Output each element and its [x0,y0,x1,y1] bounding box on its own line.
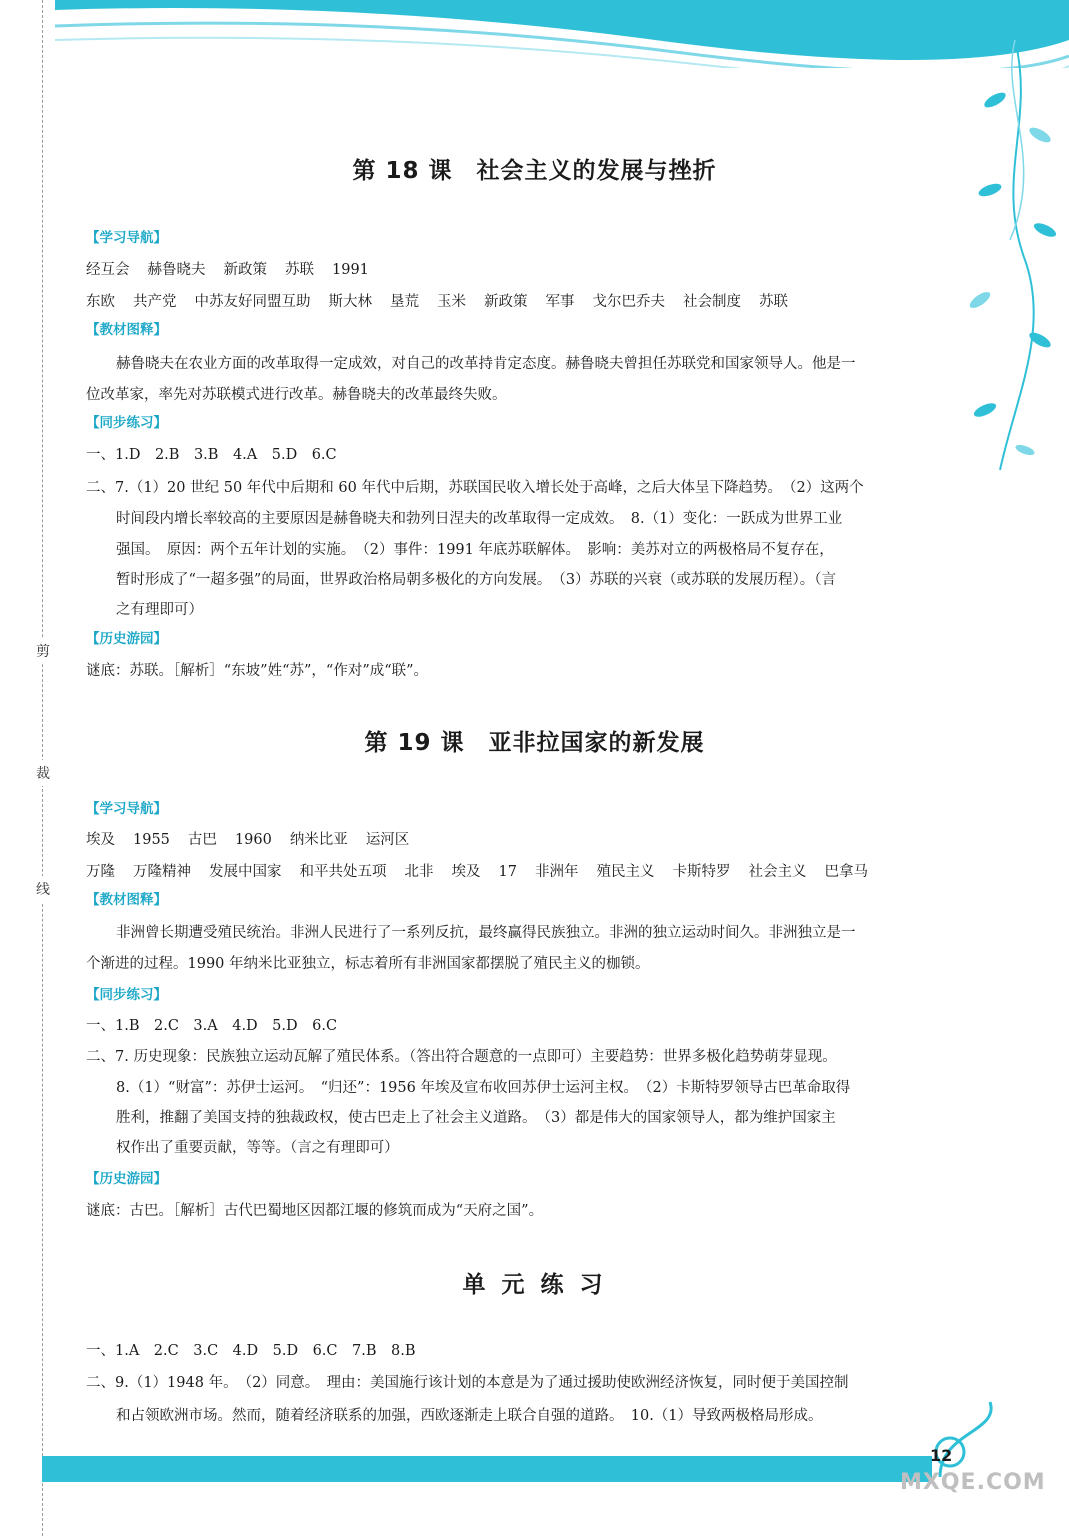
unit-title: 单 元 练 习 [462,1272,607,1298]
lesson18-practice-2e: 之有理即可） [116,602,203,618]
lesson18-practice-2d: 暂时形成了“一超多强”的局面，世界政治格局朝多极化的方向发展。 （3）苏联的兴衰（或苏联的发展历程）。（言 [116,572,837,588]
lesson19-figure-p1: 非洲曾长期遭受殖民统治。非洲人民进行了一系列反抗，最终赢得民族独立。非洲的独立运动时间久。非洲独立是一 [116,925,856,941]
lesson18-practice-2a: 二、7.（1）20 世纪 50 年代中后期和 60 年代中后期，苏联国民收入增长处于高峰，之后大体呈下降趋势。 （2）这两个 [86,480,864,496]
lesson19-practice-1: 一、1.B 2.C 3.A 4.D 5.D 6.C [86,1018,338,1034]
cut-mark-2: 裁 [32,760,54,786]
unit-line1: 一、1.A 2.C 3.C 4.D 5.D 6.C 7.B 8.B [86,1343,416,1359]
lesson18-guide-line1: 经互会 赫鲁晓夫 新政策 苏联 1991 [86,262,369,278]
watermark: MXQE.COM [900,1470,1046,1495]
page-number: 12 [930,1446,953,1465]
lesson18-title: 第 18 课 社会主义的发展与挫折 [352,158,717,184]
vine-decoration [955,40,1065,480]
lesson18-practice-tag: 【同步练习】 [86,415,167,431]
lesson18-figure-p2: 位改革家，率先对苏联模式进行改革。赫鲁晓夫的改革最终失败。 [86,387,507,403]
lesson19-guide-tag: 【学习导航】 [86,801,167,817]
lesson19-figure-tag: 【教材图释】 [86,892,167,908]
lesson19-practice-2c: 胜利，推翻了美国支持的独裁政权，使古巴走上了社会主义道路。 （3）都是伟大的国家领导人，都为维护国家主 [116,1110,836,1126]
lesson19-practice-2d: 权作出了重要贡献，等等。（言之有理即可） [116,1140,399,1156]
cut-mark-1: 剪 [32,638,54,664]
lesson18-garden-text: 谜底：苏联。［解析］“东坡”姓“苏”，“作对”成“联”。 [86,663,429,679]
lesson18-guide-tag: 【学习导航】 [86,230,167,246]
lesson18-figure-p1: 赫鲁晓夫在农业方面的改革取得一定成效，对自己的改革持肯定态度。赫鲁晓夫曾担任苏联党和国家领导人。他是一 [116,356,856,372]
cut-mark-3: 线 [32,876,54,902]
lesson18-practice-2c: 强国。 原因：两个五年计划的实施。 （2）事件：1991 年底苏联解体。 影响：美苏对立的两极格局不复存在， [116,542,834,558]
lesson19-practice-tag: 【同步练习】 [86,987,167,1003]
lesson19-practice-2a: 二、7. 历史现象：民族独立运动瓦解了殖民体系。（答出符合题意的一点即可）主要趋势：世界多极化趋势萌芽显现。 [86,1049,837,1065]
lesson19-garden-tag: 【历史游园】 [86,1171,167,1187]
top-banner [55,0,1069,68]
lesson19-practice-2b: 8.（1）“财富”：苏伊士运河。 “归还”：1956 年埃及宣布收回苏伊士运河主权。 （2）卡斯特罗领导古巴革命取得 [116,1080,851,1096]
unit-line2a: 二、9.（1）1948 年。 （2）同意。 理由：美国施行该计划的本意是为了通过援助使欧洲经济恢复，同时便于美国控制 [86,1375,849,1391]
lesson19-garden-text: 谜底：古巴。［解析］古代巴蜀地区因都江堰的修筑而成为“天府之国”。 [86,1203,544,1219]
swirl-decoration [930,1392,1010,1482]
lesson18-garden-tag: 【历史游园】 [86,631,167,647]
lesson19-figure-p2: 个渐进的过程。1990 年纳米比亚独立，标志着所有非洲国家都摆脱了殖民主义的枷锁。 [86,956,650,972]
lesson18-practice-2b: 时间段内增长率较高的主要原因是赫鲁晓夫和勃列日涅夫的改革取得一定成效。 8.（1）变化：一跃成为世界工业 [116,511,843,527]
bottom-bar [42,1456,932,1482]
unit-line2b: 和占领欧洲市场。然而，随着经济联系的加强，西欧逐渐走上联合自强的道路。 10.（1）导致两极格局形成。 [116,1408,823,1424]
lesson19-guide-line1: 埃及 1955 古巴 1960 纳米比亚 运河区 [86,832,410,848]
lesson19-title: 第 19 课 亚非拉国家的新发展 [364,730,705,756]
lesson19-guide-line2: 万隆 万隆精神 发展中国家 和平共处五项 北非 埃及 17 非洲年 殖民主义 卡斯特罗 社会主义 巴拿马 [86,864,868,880]
lesson18-guide-line2: 东欧 共产党 中苏友好同盟互助 斯大林 垦荒 玉米 新政策 军事 戈尔巴乔夫 社会制度 苏联 [86,294,788,310]
lesson18-practice-1: 一、1.D 2.B 3.B 4.A 5.D 6.C [86,447,337,463]
lesson18-figure-tag: 【教材图释】 [86,322,167,338]
